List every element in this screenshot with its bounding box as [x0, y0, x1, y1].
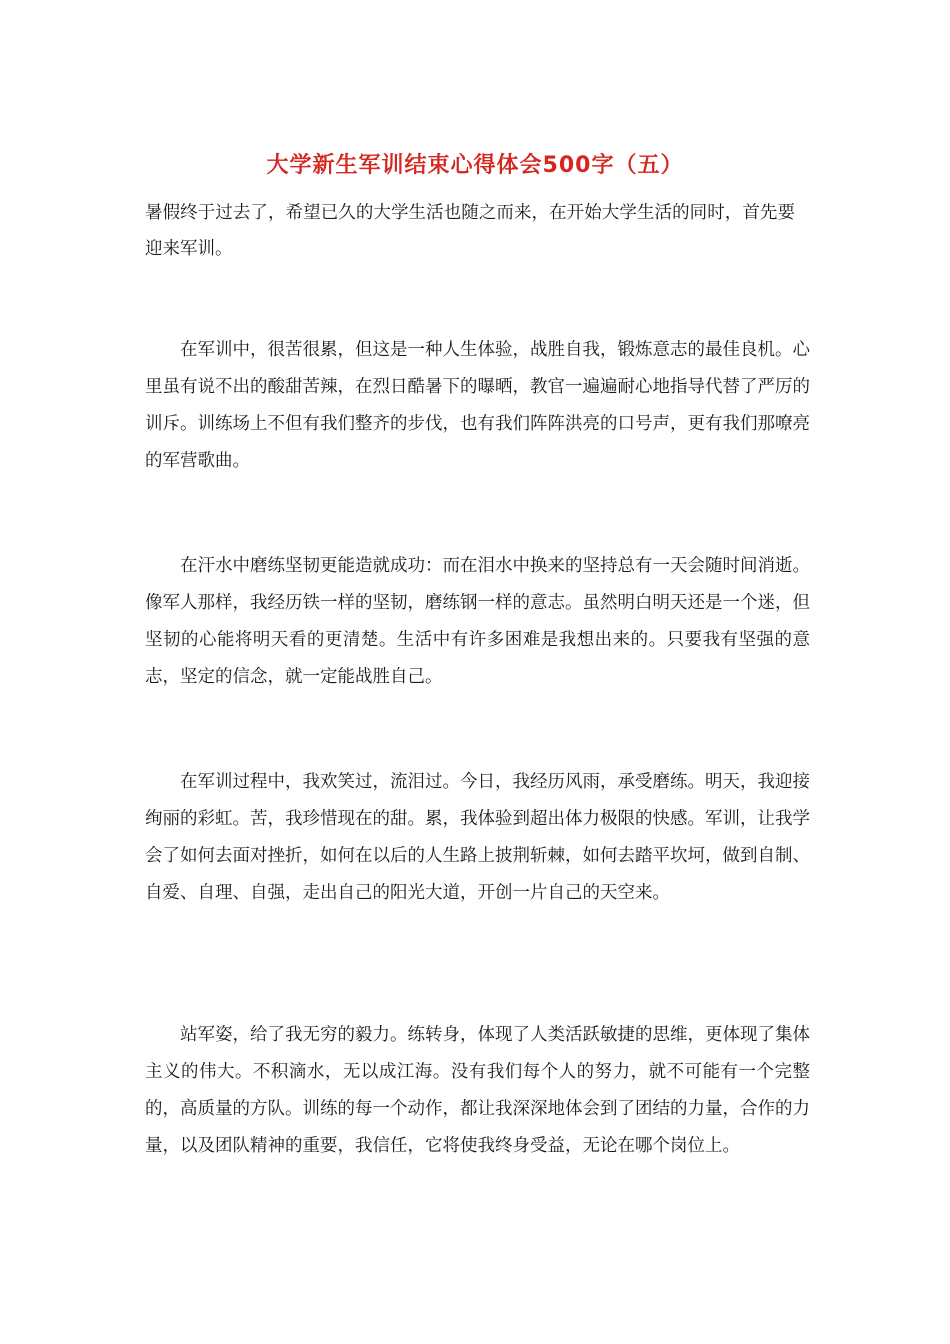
paragraph-military-training-hardship: 在军训中，很苦很累，但这是一种人生体验，战胜自我，锻炼意志的最佳良机。心里虽有说不出的酸甜苦辣，在烈日酷暑下的曝晒，教官一遍遍耐心地指导代替了严厉的训斥。训练场上不但有我们整齐的步伐，也有我们阵阵洪亮的口号声，更有我们那嘹亮的军营歌曲。: [145, 340, 810, 471]
paragraph-teamwork: 站军姿，给了我无穷的毅力。练转身，体现了人类活跃敏捷的思维，更体现了集体主义的伟大。不积滴水，无以成江海。没有我们每个人的努力，就不可能有一个完整的，高质量的方队。训练的每一个动作，都让我深深地体会到了团结的力量，合作的力量，以及团队精神的重要，我信任，它将使我终身受益，无论在哪个岗位上。: [145, 1025, 810, 1156]
document-title: 大学新生军训结束心得体会500字（五）: [266, 153, 684, 178]
paragraph-intro: 暑假终于过去了，希望已久的大学生活也随之而来，在开始大学生活的同时，首先要迎来军训。: [145, 203, 795, 259]
paragraph-training-process: 在军训过程中，我欢笑过，流泪过。今日，我经历风雨，承受磨练。明天，我迎接绚丽的彩虹。苦，我珍惜现在的甜。累，我体验到超出体力极限的快感。军训，让我学会了如何去面对挫折，如何在以后的人生路上披荆斩棘，如何去踏平坎坷，做到自制、自爱、自理、自强，走出自己的阳光大道，开创一片自己的天空来。: [145, 772, 810, 903]
paragraph-perseverance: 在汗水中磨练坚韧更能造就成功：而在泪水中换来的坚持总有一天会随时间消逝。像军人那样，我经历铁一样的坚韧，磨练钢一样的意志。虽然明白明天还是一个迷，但坚韧的心能将明天看的更清楚。生活中有许多困难是我想出来的。只要我有坚强的意志，坚定的信念，就一定能战胜自己。: [145, 556, 810, 687]
